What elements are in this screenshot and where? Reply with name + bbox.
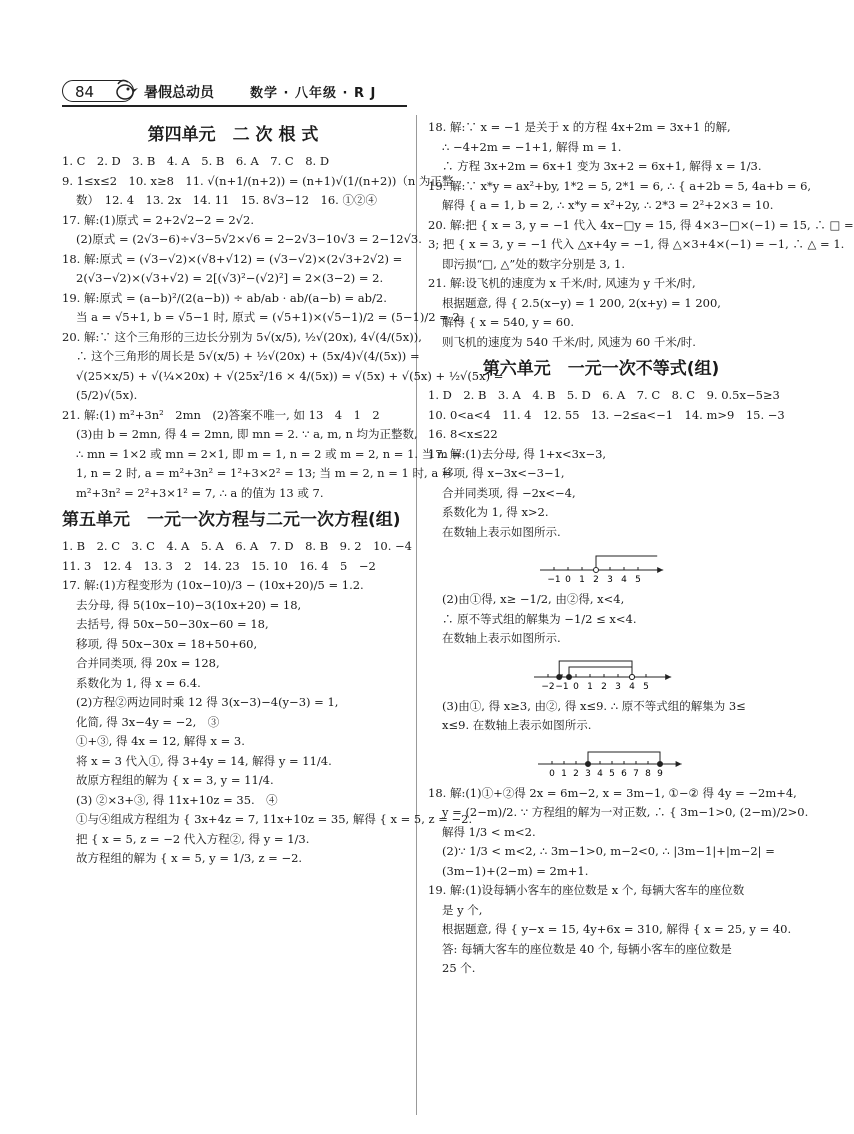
axis-tick-label: −2 xyxy=(541,681,555,692)
answer-line: 11. 3 12. 4 13. 3 2 14. 23 15. 10 16. 4 5 −2 xyxy=(62,558,376,573)
answer-line: x≤9. 在数轴上表示如图所示. xyxy=(442,718,592,732)
number-line-1 xyxy=(428,544,774,586)
answer-line: 1. B 2. C 3. C 4. A 5. A 6. A 7. D 8. B 9. 2 10. −4 xyxy=(62,539,412,553)
answer-line: 20. 解:把 { x = 3, y = −1 代入 4x−□y = 15, 得 4×3−□×(−1) = 15, ∴ □ = xyxy=(428,217,854,232)
answer-line: 19. 解:原式 = (a−b)²/(2(a−b)) ÷ ab/ab · ab/(a−b) = ab/2. xyxy=(62,290,387,305)
answer-line: 2(√3−√2)×(√3+√2) = 2[(√3)²−(√2)²] = 2×(3−2) = 2. xyxy=(76,271,384,285)
unit6-answers-part2 xyxy=(428,590,774,649)
answer-line: 19. 解:∵ x*y = ax²+by, 1*2 = 5, 2*1 = 6, ∴ { a+2b = 5, 4a+b = 6, xyxy=(428,178,812,193)
axis-tick-label: 5 xyxy=(643,681,649,692)
answer-line: ①与④组成方程组为 { 3x+4z = 7, 11x+10z = 35, 解得 { x = 5, z = −2. xyxy=(76,812,473,826)
answer-line: ∴ mn = 1×2 或 mn = 2×1, 即 m = 1, n = 2 或 m = 2, n = 1. 当 m = xyxy=(76,446,462,461)
answer-line: ∴ 这个三角形的周长是 5√(x/5) + ½√(20x) + (5x/4)√(4/(5x)) = xyxy=(76,349,420,363)
axis-tick-label: 2 xyxy=(573,768,579,779)
answer-line: 17. 解:(1)方程变形为 (10x−10)/3 − (10x+20)/5 = 1.2. xyxy=(62,578,364,592)
endpoint-marker xyxy=(594,568,599,573)
answer-line: (3) ②×3+③, 得 11x+10z = 35. ④ xyxy=(76,792,278,807)
endpoint-marker xyxy=(630,674,635,679)
answer-line: 合并同类项, 得 20x = 128, xyxy=(76,656,220,670)
answer-line: 根据题意, 得 { y−x = 15, 4y+6x = 310, 解得 { x = 25, y = 40. xyxy=(442,922,792,936)
answer-line: 21. 解:(1) m²+3n² 2mn (2)答案不唯一, 如 13 4 1 2 xyxy=(62,407,380,422)
answer-line: 移项, 得 50x−30x = 18+50+60, xyxy=(76,636,258,651)
unit5-answers-continued xyxy=(428,118,854,352)
unit6-answers-part4 xyxy=(428,784,809,979)
answer-line: 故方程组的解为 { x = 5, y = 1/3, z = −2. xyxy=(76,851,303,865)
axis-tick-label: 2 xyxy=(593,575,599,585)
answer-line: √(25×x/5) + √(¼×20x) + √(25x²/16 × 4/(5x)) = √(5x) + √(5x) + ½√(5x) = xyxy=(76,368,504,383)
axis-tick-label: 0 xyxy=(573,681,579,692)
answer-line: 系数化为 1, 得 x = 6.4. xyxy=(76,675,201,690)
answer-line: 3; 把 { x = 3, y = −1 代入 △x+4y = −1, 得 △×3+4×(−1) = −1, ∴ △ = 1. xyxy=(428,237,845,251)
answer-line: 去括号, 得 50x−50−30x−60 = 18, xyxy=(76,617,269,631)
answer-line: 将 x = 3 代入①, 得 3+4y = 14, 解得 y = 11/4. xyxy=(76,753,332,768)
axis-tick-label: 5 xyxy=(609,768,615,779)
answer-line: 18. 解:∵ x = −1 是关于 x 的方程 4x+2m = 3x+1 的解, xyxy=(428,120,731,134)
answer-line: 17. 解:(1)去分母, 得 1+x<3x−3, xyxy=(428,446,607,461)
answer-line: 1. C 2. D 3. B 4. A 5. B 6. A 7. C 8. D xyxy=(62,154,330,168)
axis-tick-label: 4 xyxy=(629,681,635,692)
answer-line: 解得 { a = 1, b = 2, ∴ x*y = x²+2y, ∴ 2*3 = 2²+2×3 = 10. xyxy=(442,198,774,212)
axis-tick-label: −1 xyxy=(547,575,561,585)
answer-line: 10. 0<a<4 11. 4 12. 55 13. −2≤a<−1 14. m>9 15. −3 xyxy=(428,407,785,422)
brand-title: 暑假总动员 xyxy=(144,85,214,101)
answer-line: 当 a = √5+1, b = √5−1 时, 原式 = (√5+1)×(√5−1)/2 = (5−1)/2 = 2. xyxy=(76,310,464,324)
answer-line: 解得 { x = 540, y = 60. xyxy=(442,315,575,329)
page-header xyxy=(62,80,407,106)
axis-tick-label: 1 xyxy=(561,768,567,779)
number-line-3 xyxy=(428,738,774,780)
answer-line: y = (2−m)/2. ∵ 方程组的解为一对正数, ∴ { 3m−1>0, (2−m)/2>0. xyxy=(442,805,809,819)
answer-line: 18. 解:原式 = (√3−√2)×(√8+√12) = (√3−√2)×(2√3+2√2) = xyxy=(62,251,403,266)
answer-line: (3)由①, 得 x≥3, 由②, 得 x≤9. ∴ 原不等式组的解集为 3≤ xyxy=(442,698,746,713)
unit6-title: 第六单元 一元一次不等式(组) xyxy=(482,359,720,379)
axis-arrow-icon xyxy=(665,674,671,680)
solution-bracket xyxy=(569,667,632,677)
answer-line: (2)∵ 1/3 < m<2, ∴ 3m−1>0, m−2<0, ∴ |3m−1|+|m−2| = xyxy=(442,844,775,858)
answer-line: (3m−1)+(2−m) = 2m+1. xyxy=(442,863,589,878)
answer-line: 把 { x = 5, z = −2 代入方程②, 得 y = 1/3. xyxy=(76,831,310,846)
answer-line: ∴ −4+2m = −1+1, 解得 m = 1. xyxy=(442,139,622,154)
unit6-answers-part3 xyxy=(428,697,774,736)
axis-tick-label: 3 xyxy=(615,681,621,692)
answer-line: 18. 解:(1)①+②得 2x = 6m−2, x = 3m−1, ①−② 得 4y = −2m+4, xyxy=(428,785,797,800)
right-column xyxy=(428,118,854,979)
answer-line: 25 个. xyxy=(442,961,476,975)
axis-tick-label: 0 xyxy=(565,575,571,585)
axis-tick-label: 3 xyxy=(585,768,591,779)
answer-line: ∴ 方程 3x+2m = 6x+1 变为 3x+2 = 6x+1, 解得 x = 1/3. xyxy=(442,159,762,173)
answer-line: ∴ 原不等式组的解集为 −1/2 ≤ x<4. xyxy=(442,611,637,626)
answer-line: ①+③, 得 4x = 12, 解得 x = 3. xyxy=(76,734,245,748)
header-rule xyxy=(62,105,407,107)
answer-line: 数） 12. 4 13. 2x 14. 11 15. 8√3−12 16. ①②④ xyxy=(76,193,377,207)
unit6-answers-part1 xyxy=(428,386,785,542)
column-divider xyxy=(416,115,417,1115)
axis-tick-label: 7 xyxy=(633,768,639,779)
unit5-answers xyxy=(62,537,473,869)
subject-label: 数学 · 八年级 · R J xyxy=(250,86,377,101)
answer-line: 16. 8<x≤22 xyxy=(428,427,498,441)
bird-mascot-icon xyxy=(110,76,140,106)
endpoint-marker xyxy=(557,674,562,679)
axis-arrow-icon xyxy=(657,567,663,573)
answer-line: 21. 解:设飞机的速度为 x 千米/时, 风速为 y 千米/时, xyxy=(428,276,696,290)
answer-line: 则飞机的速度为 540 千米/时, 风速为 60 千米/时. xyxy=(442,334,696,349)
answer-line: 20. 解:∵ 这个三角形的三边长分别为 5√(x/5), ½√(20x), 4√(4/(5x)), xyxy=(62,329,422,344)
axis-tick-label: 6 xyxy=(621,768,627,779)
axis-tick-label: 4 xyxy=(621,575,627,585)
endpoint-marker xyxy=(567,674,572,679)
answer-line: 1, n = 2 时, a = m²+3n² = 1²+3×2² = 13; 当 m = 2, n = 1 时, a = xyxy=(76,466,452,480)
answer-line: 移项, 得 x−3x<−3−1, xyxy=(442,466,565,480)
endpoint-marker xyxy=(658,761,663,766)
answer-line: 故原方程组的解为 { x = 3, y = 11/4. xyxy=(76,773,274,787)
answer-line: m²+3n² = 2²+3×1² = 7, ∴ a 的值为 13 或 7. xyxy=(76,485,324,500)
answer-line: (2)由①得, x≥ −1/2, 由②得, x<4, xyxy=(442,592,625,606)
axis-arrow-icon xyxy=(676,761,682,767)
axis-tick-label: 9 xyxy=(657,768,663,779)
answer-line: 1. D 2. B 3. A 4. B 5. D 6. A 7. C 8. C 9. 0.5x−5≥3 xyxy=(428,388,780,402)
answer-line: 去分母, 得 5(10x−10)−3(10x+20) = 18, xyxy=(76,597,302,612)
answer-line: (2)原式 = (2√3−6)÷√3−5√2×√6 = 2−2√3−10√3 = 2−12√3. xyxy=(76,232,422,246)
endpoint-marker xyxy=(586,761,591,766)
page-number: 84 xyxy=(62,80,134,102)
axis-tick-label: 8 xyxy=(645,768,651,779)
answer-line: (2)方程②两边同时乘 12 得 3(x−3)−4(y−3) = 1, xyxy=(76,695,339,709)
solution-bracket xyxy=(596,556,657,570)
answer-line: 解得 1/3 < m<2. xyxy=(442,824,536,839)
axis-tick-label: 2 xyxy=(601,681,607,692)
answer-line: 是 y 个, xyxy=(442,902,483,917)
axis-tick-label: 5 xyxy=(635,575,641,585)
answer-line: 在数轴上表示如图所示. xyxy=(442,524,561,539)
answer-line: 19. 解:(1)设每辆小客车的座位数是 x 个, 每辆大客车的座位数 xyxy=(428,883,745,897)
axis-tick-label: 3 xyxy=(607,575,613,585)
answer-line: 化简, 得 3x−4y = −2, ③ xyxy=(76,714,220,729)
answer-line: (5/2)√(5x). xyxy=(76,388,138,402)
number-line-2 xyxy=(428,651,774,693)
answer-line: 系数化为 1, 得 x>2. xyxy=(442,505,549,519)
answer-line: 9. 1≤x≤2 10. x≥8 11. √(n+1/(n+2)) = (n+1)√(1/(n+2))（n 为正整 xyxy=(62,173,454,188)
axis-tick-label: 1 xyxy=(587,681,593,692)
axis-tick-label: 1 xyxy=(579,575,585,585)
axis-tick-label: 0 xyxy=(549,768,555,779)
answer-line: 合并同类项, 得 −2x<−4, xyxy=(442,485,576,500)
answer-line: 即污损“□, △”处的数字分别是 3, 1. xyxy=(442,256,626,271)
answer-line: 答: 每辆大客车的座位数是 40 个, 每辆小客车的座位数是 xyxy=(442,941,732,956)
axis-tick-label: −1 xyxy=(555,681,569,692)
unit4-title: 第四单元 二 次 根 式 xyxy=(147,125,319,145)
answer-line: (3)由 b = 2mn, 得 4 = 2mn, 即 mn = 2. ∵ a, m, n 均为正整数, xyxy=(76,427,418,441)
unit5-title: 第五单元 一元一次方程与二元一次方程(组) xyxy=(62,510,401,530)
answer-line: 17. 解:(1)原式 = 2+2√2−2 = 2√2. xyxy=(62,212,254,227)
answer-line: 根据题意, 得 { 2.5(x−y) = 1 200, 2(x+y) = 1 200, xyxy=(442,295,721,310)
answer-line: 在数轴上表示如图所示. xyxy=(442,631,561,645)
axis-tick-label: 4 xyxy=(597,768,603,779)
